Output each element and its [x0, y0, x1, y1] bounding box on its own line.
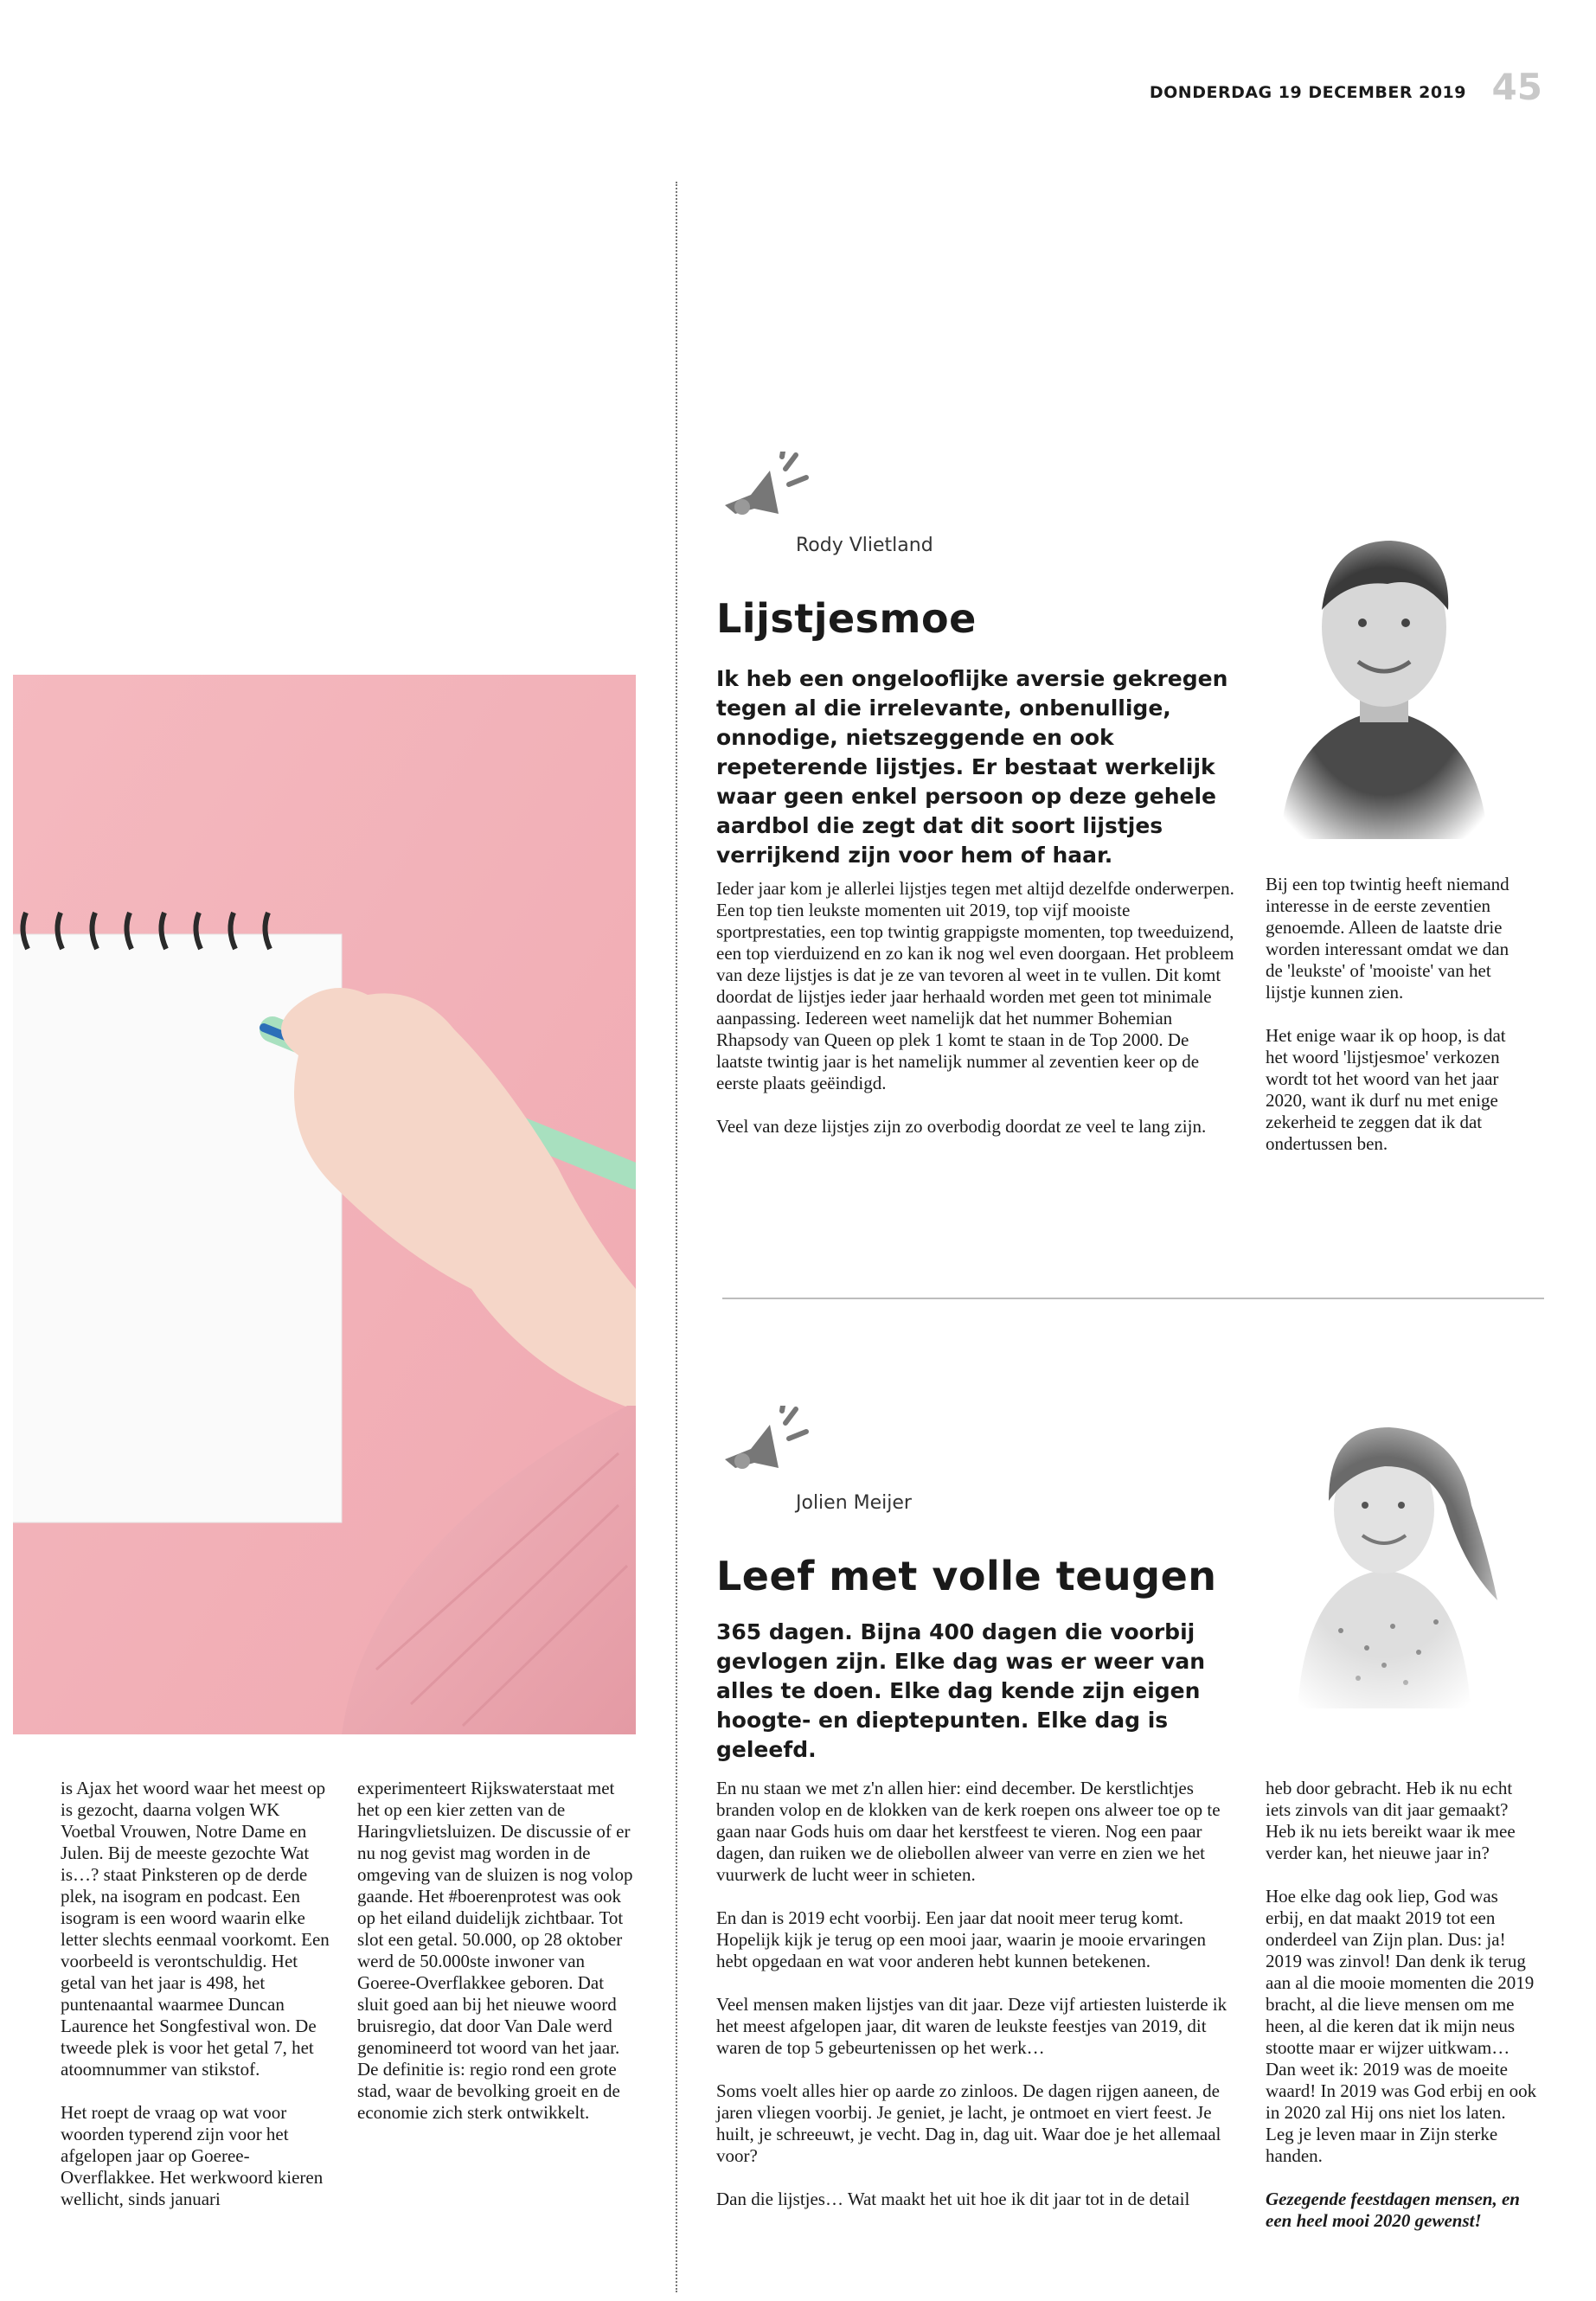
- left-article-col-b: [357, 1778, 634, 2124]
- article-title: Lijstjesmoe: [716, 595, 977, 642]
- paragraph: Ieder jaar kom je allerlei lijstjes tegen met altijd dezelfde onderwerpen. Een top tien leukste momenten uit 2019, top vijf mooiste sportprestaties, een top twintig grappigste momenten, top tweeduizend, een top vierduizend en zo kan ik nog wel even doorgaan. Het probleem van deze lijstjes is dat je ze van tevoren al weet in te vullen. Dit komt doordat de lijstjes ieder jaar herhaald worden met geen tot minimale aanpassing. Iedereen weet namelijk dat het nummer Bohemian Rhapsody van Queen op plek 1 komt te staan in de Top 2000. De laatste twintig jaar is het namelijk nummer al zeventien keer op de eerste plaats geëindigd.: [716, 878, 1234, 1093]
- article-body-right: [1266, 874, 1525, 1155]
- header-date: DONDERDAG 19 DECEMBER 2019: [1149, 83, 1466, 102]
- paragraph: Hoe elke dag ook liep, God was erbij, en dat maakt 2019 tot een onderdeel van Zijn plan. Dus: ja! 2019 was zinvol! Dan denk ik terug aan al die mooie momenten die 2019 bracht, al die lieve mensen om me heen, al die keren dat ik mijn neus stootte maar er wijzer uitkwam… Dan weet ik: 2019 was de moeite waard! In 2019 was God erbij en ook in 2020 zal Hij ons niet los laten. Leg je leven maar in Zijn sterke handen.: [1266, 1886, 1537, 2166]
- left-article-col-a: [61, 1778, 337, 2210]
- article-lead: 365 dagen. Bijna 400 dagen die voorbij gevlogen zijn. Elke dag was er weer van alles te doen. Elke dag kende zijn eigen hoogte- en dieptepunten. Elke dag is geleefd.: [716, 1619, 1206, 1762]
- section-rule: [722, 1298, 1544, 1299]
- author-portrait: [1263, 1406, 1505, 1708]
- megaphone-icon: [716, 452, 820, 538]
- paragraph: En nu staan we met z'n allen hier: eind december. De kerstlichtjes branden volop en de klokken van de kerk roepen ons alweer toe op te gaan naar Gods huis om daar het kerstfeest te vieren. Nog een paar dagen, dan ruiken we de oliebollen alweer van verre en zien we het vuurwerk de lucht weer in schieten.: [716, 1778, 1221, 1885]
- paragraph: heb door gebracht. Heb ik nu echt iets zinvols van dit jaar gemaakt? Heb ik nu iets bereikt waar ik mee verder kan, het nieuwe jaar in?: [1266, 1778, 1516, 1863]
- author-name: Rody Vlietland: [796, 535, 933, 556]
- author-name: Jolien Meijer: [796, 1492, 912, 1514]
- closing-greeting: Gezegende feestdagen mensen, en een heel mooi 2020 gewenst!: [1266, 2189, 1520, 2231]
- paragraph: En dan is 2019 echt voorbij. Een jaar dat nooit meer terug komt. Hopelijk kijk je terug op een mooi jaar, waarin je mooie ervaringen hebt opgedaan en wat voor anderen hebt kunnen betekenen.: [716, 1907, 1206, 1971]
- paragraph: Bij een top twintig heeft niemand interesse in de eerste zeventien genoemde. Alleen de laatste drie worden interessant omdat we dan de 'leukste' of 'mooiste' van het lijstje kunnen zien.: [1266, 874, 1509, 1003]
- paragraph: experimenteert Rijkswaterstaat met het op een kier zetten van de Haringvlietsluizen. De discussie of er nu nog gevist mag worden in de omgeving van de sluizen is nog volop gaande. Het #boerenprotest was ook op het eiland duidelijk zichtbaar. Tot slot een getal. 50.000, op 28 oktober werd de 50.000ste inwoner van Goeree-Overflakkee geboren. Dat sluit goed aan bij het nieuwe woord bruisregio, dat door Van Dale werd genomineerd tot woord van het jaar. De definitie is: regio rond een grote stad, waar de bevolking groeit en de economie zich sterk ontwikkelt.: [357, 1778, 633, 2123]
- megaphone-icon: [716, 1406, 820, 1492]
- paragraph: Soms voelt alles hier op aarde zo zinloos. De dagen rijgen aaneen, de jaren vliegen voorbij. Je geniet, je lacht, je ontmoet en viert feest. Je huilt, je schreeuwt, je vecht. Dag in, dag uit. Waar doe je het allemaal voor?: [716, 2080, 1221, 2166]
- paragraph: Dan die lijstjes… Wat maakt het uit hoe ik dit jaar tot in de detail: [716, 2189, 1190, 2209]
- article-body-left: [716, 878, 1235, 1138]
- article-title: Leef met volle teugen: [716, 1553, 1217, 1599]
- author-portrait: [1263, 523, 1505, 839]
- paragraph: Veel mensen maken lijstjes van dit jaar. Deze vijf artiesten luisterde ik het meest afgelopen jaar, dit waren de leukste feestjes van 2019, dit waren de top 5 gebeurtenissen op het werk…: [716, 1994, 1227, 2058]
- paragraph: Het enige waar ik op hoop, is dat het woord 'lijstjesmoe' verkozen wordt tot het woord van het jaar 2020, want ik durf nu met enige zekerheid te zeggen dat ik dat ondertussen ben.: [1266, 1025, 1506, 1154]
- page-number: 45: [1491, 66, 1542, 108]
- article-body-left: [716, 1778, 1240, 2210]
- column-divider: [676, 182, 677, 2292]
- article-body-right: [1266, 1778, 1538, 2232]
- paragraph: Veel van deze lijstjes zijn zo overbodig doordat ze veel te lang zijn.: [716, 1116, 1207, 1137]
- notebook-photo: [13, 675, 636, 1734]
- paragraph: is Ajax het woord waar het meest op is gezocht, daarna volgen WK Voetbal Vrouwen, Notre Dame en Julen. Bij de meeste gezochte Wat is…? staat Pinksteren op de derde plek, na isogram en podcast. Een isogram is een woord waarin elke letter slechts eenmaal voorkomt. Een voorbeeld is verontschuldig. Het getal van het jaar is 498, het puntenaantal waarmee Duncan Laurence het Songfestival won. De tweede plek is voor het getal 7, het atoomnummer van stikstof.: [61, 1778, 330, 2080]
- article-lead: Ik heb een ongelooflijke aversie gekregen tegen al die irrelevante, onbenullige, onnodige, nietszeggende en ook repeterende lijstjes. Er bestaat werkelijk waar geen enkel persoon op deze gehele aardbol die zegt dat dit soort lijstjes verrijkend zijn voor hem of haar.: [716, 666, 1228, 868]
- paragraph: Het roept de vraag op wat voor woorden typerend zijn voor het afgelopen jaar op Goeree-Overflakkee. Het werkwoord kieren wellicht, sinds januari: [61, 2102, 324, 2209]
